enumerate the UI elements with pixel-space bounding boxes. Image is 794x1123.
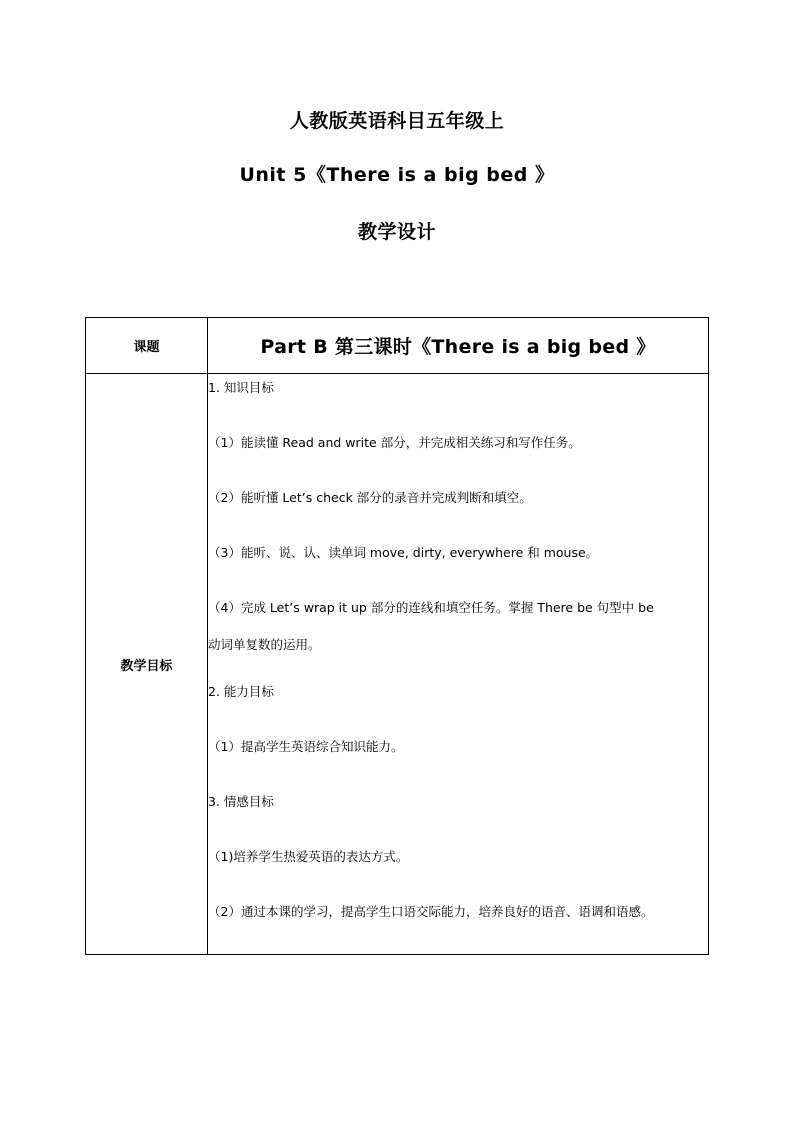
unit-title: Unit 5《There is a big bed 》	[239, 164, 555, 186]
table-row-topic	[86, 318, 709, 374]
knowledge-goal-3: （3）能听、说、认、读单词 move, dirty, everywhere 和 mouse。	[208, 544, 599, 560]
design-subtitle: 教学设计	[357, 221, 436, 243]
emotion-goals-heading: 3. 情感目标	[208, 793, 274, 809]
knowledge-goal-4: （4）完成 Let’s wrap it up 部分的连线和填空任务。掌握 There be 句型中 be	[208, 599, 654, 615]
table-row-goals	[86, 374, 709, 955]
topic-label: 课题	[86, 318, 208, 374]
document-title: 人教版英语科目五年级上	[289, 110, 505, 132]
emotion-goal-2: （2）通过本课的学习，提高学生口语交际能力，培养良好的语音、语调和语感。	[208, 903, 654, 919]
emotion-goal-1: （1)培养学生热爱英语的表达方式。	[208, 848, 409, 864]
goals-label: 教学目标	[86, 374, 208, 955]
knowledge-goal-1: （1）能读懂 Read and write 部分，并完成相关练习和写作任务。	[208, 434, 581, 450]
ability-goals-heading: 2. 能力目标	[208, 683, 274, 699]
goals-content	[208, 374, 709, 955]
knowledge-goals-heading: 1. 知识目标	[208, 379, 274, 395]
knowledge-goal-4-continued: 动词单复数的运用。	[208, 636, 321, 652]
ability-goal-1: （1）提高学生英语综合知识能力。	[208, 738, 404, 754]
topic-value: Part B 第三课时《There is a big bed 》	[208, 318, 709, 374]
lesson-plan-table	[85, 317, 709, 955]
knowledge-goal-2: （2）能听懂 Let’s check 部分的录音并完成判断和填空。	[208, 489, 532, 505]
